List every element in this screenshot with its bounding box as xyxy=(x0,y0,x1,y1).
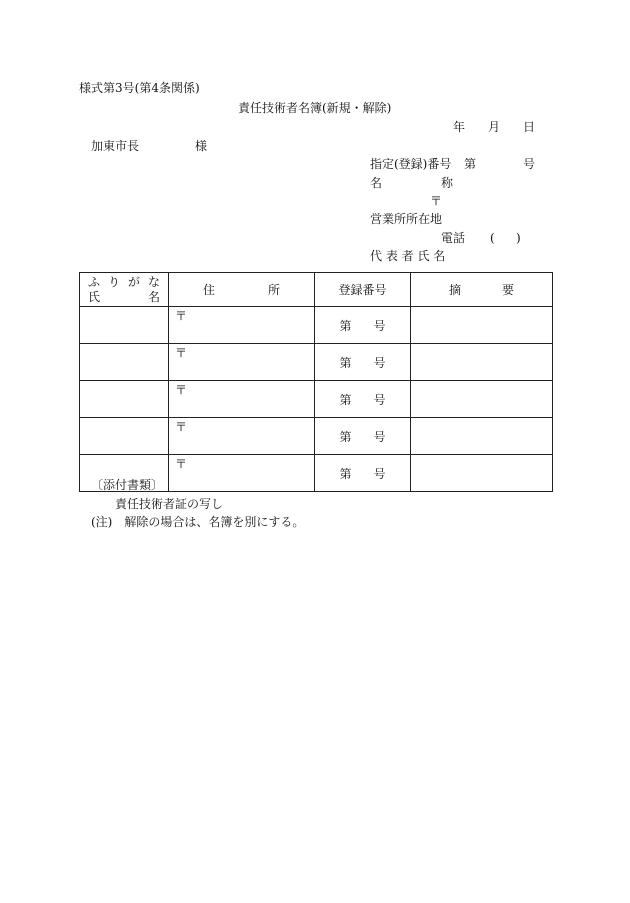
header-address xyxy=(169,273,315,307)
phone-open-paren: ( xyxy=(490,231,495,245)
address-cell xyxy=(169,307,315,344)
designation-dai: 第 xyxy=(464,157,477,171)
registration-number-cell xyxy=(315,418,411,455)
header-summary xyxy=(411,273,553,307)
phone-close-paren: ) xyxy=(516,231,521,245)
header-summary-char: 摘 xyxy=(449,283,462,297)
attachments-item: 責任技術者証の写し xyxy=(115,497,224,511)
reg-dai: 第 xyxy=(339,355,352,370)
postal-mark: 〒 xyxy=(175,346,188,360)
reg-go: 号 xyxy=(373,355,386,370)
registration-number-cell xyxy=(315,307,411,344)
representative-label: 代 表 者 氏 名 xyxy=(370,249,446,263)
address-cell xyxy=(169,344,315,381)
name-label-1: 名 xyxy=(370,176,383,190)
header-furigana-char: ふ xyxy=(88,274,101,289)
table-row xyxy=(80,418,553,455)
postal-mark: 〒 xyxy=(175,383,188,397)
header-name-char: 名 xyxy=(147,289,160,304)
table-row xyxy=(80,381,553,418)
name-cell xyxy=(80,307,169,344)
date-month-label: 月 xyxy=(488,120,501,134)
reg-go: 号 xyxy=(373,429,386,444)
reg-go: 号 xyxy=(373,392,386,407)
summary-cell xyxy=(411,455,553,492)
designation-go: 号 xyxy=(523,157,536,171)
applicant-postal-mark: 〒 xyxy=(430,194,443,208)
attachments-heading: 〔添付書類〕 xyxy=(91,478,164,492)
address-cell xyxy=(169,381,315,418)
reg-go: 号 xyxy=(373,466,386,481)
header-address-char: 住 xyxy=(203,283,216,297)
name-cell xyxy=(80,381,169,418)
name-cell xyxy=(80,344,169,381)
registration-number-cell xyxy=(315,455,411,492)
summary-cell xyxy=(411,381,553,418)
reg-dai: 第 xyxy=(339,466,352,481)
summary-cell xyxy=(411,307,553,344)
header-furigana-char: が xyxy=(127,274,140,289)
reg-go: 号 xyxy=(373,318,386,333)
table-row xyxy=(80,307,553,344)
addressee-honorific: 様 xyxy=(195,139,208,153)
summary-cell xyxy=(411,344,553,381)
postal-mark: 〒 xyxy=(175,457,188,471)
name-label-2: 称 xyxy=(441,176,454,190)
address-cell xyxy=(169,418,315,455)
reg-dai: 第 xyxy=(339,318,352,333)
designation-label: 指定(登録)番号 xyxy=(370,157,452,171)
summary-cell xyxy=(411,418,553,455)
technician-roster-table xyxy=(79,272,553,492)
header-furigana-char: な xyxy=(147,274,160,289)
table-header-row xyxy=(80,273,553,307)
addressee-mayor: 加東市長 xyxy=(91,139,140,153)
date-year-label: 年 xyxy=(453,120,466,134)
phone-label: 電話 xyxy=(441,231,466,245)
postal-mark: 〒 xyxy=(175,309,188,323)
office-address-label: 営業所所在地 xyxy=(370,212,443,226)
registration-number-cell xyxy=(315,381,411,418)
header-summary-char: 要 xyxy=(501,283,514,297)
header-furigana-char: り xyxy=(107,274,120,289)
table-row xyxy=(80,344,553,381)
header-furigana-name xyxy=(80,273,169,307)
form-number: 様式第3号(第4条関係) xyxy=(79,81,200,95)
note: (注) 解除の場合は、名簿を別にする。 xyxy=(91,515,305,529)
postal-mark: 〒 xyxy=(175,420,188,434)
registration-number-cell xyxy=(315,344,411,381)
date-day-label: 日 xyxy=(523,120,536,134)
reg-dai: 第 xyxy=(339,429,352,444)
header-name-char: 氏 xyxy=(88,289,101,304)
page-title: 責任技術者名簿(新規・解除) xyxy=(238,101,392,115)
address-cell xyxy=(169,455,315,492)
header-address-char: 所 xyxy=(267,283,280,297)
name-cell xyxy=(80,418,169,455)
header-registration-number: 登録番号 xyxy=(315,273,411,307)
reg-dai: 第 xyxy=(339,392,352,407)
